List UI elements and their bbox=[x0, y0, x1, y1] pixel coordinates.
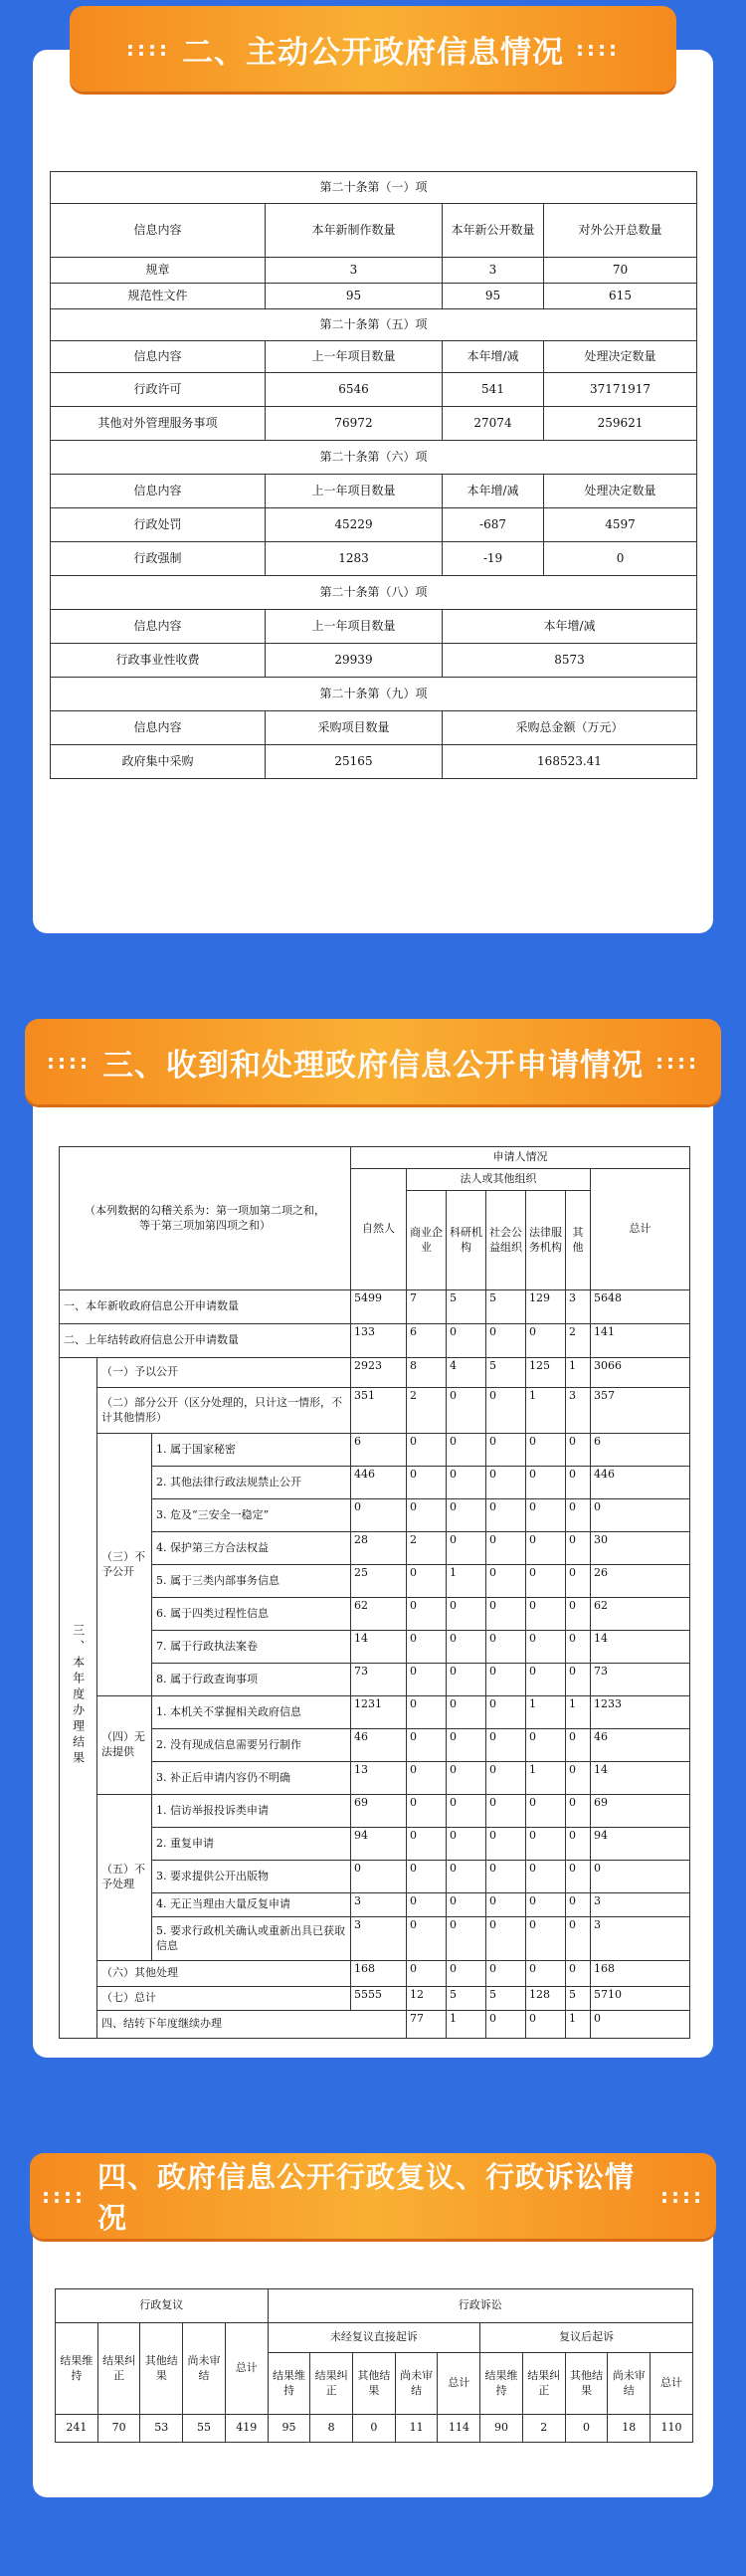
col-header: 上一年项目数量 bbox=[266, 610, 443, 644]
col-header: 上一年项目数量 bbox=[266, 475, 443, 508]
section4-title: 四、政府信息公开行政复议、行政诉讼情况 bbox=[97, 2160, 636, 2235]
active-disclosure-table bbox=[50, 171, 697, 779]
table-row: 5. 属于三类内部事务信息 25 0 1 0 0 0 26 bbox=[60, 1565, 690, 1598]
applicant-header: 申请人情况 bbox=[351, 1147, 690, 1169]
admin-review-header: 行政复议 bbox=[56, 2289, 269, 2323]
application-table bbox=[59, 1146, 690, 2039]
table-row: 3. 要求提供公开出版物 0 0 0 0 0 0 0 bbox=[60, 1861, 690, 1893]
a20-5-heading: 第二十条第（五）项 bbox=[51, 309, 697, 341]
col-header: 总计 bbox=[225, 2323, 268, 2415]
table-note: （本列数据的勾稽关系为：第一项加第二项之和，等于第三项加第四项之和） bbox=[60, 1147, 351, 1290]
decor-dots-icon: :::: bbox=[660, 2184, 704, 2208]
result-group-label: 三、本年度办理结果 bbox=[60, 1358, 97, 2039]
table-row: （五）不予处理 1. 信访举报投诉类申请 69 0 0 0 0 0 69 bbox=[60, 1795, 690, 1828]
col-header: 结果维持 bbox=[56, 2323, 98, 2415]
table-row: 行政处罚 45229 -687 4597 bbox=[51, 508, 697, 542]
table-row: （四）无法提供 1. 本机关不掌握相关政府信息 1231 0 0 0 1 1 1233 bbox=[60, 1696, 690, 1729]
decor-dots-icon: :::: bbox=[576, 37, 620, 61]
table-row: 规章 3 3 70 bbox=[51, 258, 697, 284]
table-row: （七）总计 5555 12 5 5 128 5 5710 bbox=[60, 1987, 690, 2011]
col-header: 处理决定数量 bbox=[544, 341, 697, 373]
section3-title: 三、收到和处理政府信息公开申请情况 bbox=[102, 1047, 644, 1084]
col-header: 本年增/减 bbox=[443, 341, 544, 373]
table-row: 241 70 53 55 419 95 8 0 11 114 90 2 0 18 110 bbox=[56, 2415, 693, 2443]
review-litigation-table bbox=[55, 2288, 693, 2443]
col-header: 尚未审结 bbox=[608, 2353, 651, 2415]
table-row: （六）其他处理 168 0 0 0 0 0 168 bbox=[60, 1961, 690, 1987]
col-header: 法律服务机构 bbox=[526, 1191, 566, 1290]
col-header: 尚未审结 bbox=[183, 2323, 226, 2415]
direct-suit-header: 未经复议直接起诉 bbox=[268, 2323, 480, 2353]
section3-title-banner bbox=[25, 1019, 721, 1104]
suit-after-review-header: 复议后起诉 bbox=[480, 2323, 693, 2353]
col-header: 信息内容 bbox=[51, 341, 266, 373]
table-row: 其他对外管理服务事项 76972 27074 259621 bbox=[51, 407, 697, 441]
table-row: 3. 危及“三安全一稳定” 0 0 0 0 0 0 0 bbox=[60, 1499, 690, 1532]
col-header: 本年增/减 bbox=[443, 610, 697, 644]
table-row: 一、本年新收政府信息公开申请数量 5499 7 5 5 129 3 5648 bbox=[60, 1290, 690, 1324]
col-header: 信息内容 bbox=[51, 610, 266, 644]
col-header: 信息内容 bbox=[51, 475, 266, 508]
table-row: 4. 无正当理由大量反复申请 3 0 0 0 0 0 3 bbox=[60, 1893, 690, 1917]
table-row: 3. 补正后申请内容仍不明确 13 0 0 0 1 0 14 bbox=[60, 1762, 690, 1795]
col-header: 处理决定数量 bbox=[544, 475, 697, 508]
table-row: 行政事业性收费 29939 8573 bbox=[51, 644, 697, 678]
col-header: 其他结果 bbox=[353, 2353, 396, 2415]
a20-9-heading: 第二十条第（九）项 bbox=[51, 678, 697, 711]
col-header: 科研机构 bbox=[447, 1191, 486, 1290]
decor-dots-icon: :::: bbox=[42, 2184, 86, 2208]
col-header: 本年新制作数量 bbox=[266, 204, 443, 258]
col-header: 总计 bbox=[438, 2353, 480, 2415]
table-row: 政府集中采购 25165 168523.41 bbox=[51, 745, 697, 779]
col-header: 商业企业 bbox=[407, 1191, 447, 1290]
col-header: 采购项目数量 bbox=[266, 711, 443, 745]
table-row: 二、上年结转政府信息公开申请数量 133 6 0 0 0 2 141 bbox=[60, 1324, 690, 1358]
table-row: 5. 要求行政机关确认或重新出具已获取信息 3 0 0 0 0 0 3 bbox=[60, 1917, 690, 1961]
col-header: 对外公开总数量 bbox=[544, 204, 697, 258]
section3-card bbox=[33, 1063, 713, 2058]
table-row: 2. 重复申请 94 0 0 0 0 0 94 bbox=[60, 1828, 690, 1861]
section4-card bbox=[33, 2197, 713, 2497]
col-header: 社会公益组织 bbox=[486, 1191, 526, 1290]
table-row: （二）部分公开（区分处理的，只计这一情形，不计其他情形） 351 2 0 0 1 3 357 bbox=[60, 1388, 690, 1434]
table-row: （三）不予公开 1. 属于国家秘密 6 0 0 0 0 0 6 bbox=[60, 1434, 690, 1467]
section2-title-banner bbox=[70, 6, 676, 92]
table-row: 行政强制 1283 -19 0 bbox=[51, 542, 697, 576]
col-header: 其他 bbox=[566, 1191, 591, 1290]
table-row: 6. 属于四类过程性信息 62 0 0 0 0 0 62 bbox=[60, 1598, 690, 1631]
a20-1-heading: 第二十条第（一）项 bbox=[51, 172, 697, 204]
col-header: 采购总金额（万元） bbox=[443, 711, 697, 745]
decor-dots-icon: :::: bbox=[126, 37, 170, 61]
col-header: 本年新公开数量 bbox=[443, 204, 544, 258]
section4-title-banner bbox=[30, 2153, 716, 2239]
natural-person-header: 自然人 bbox=[351, 1169, 407, 1290]
admin-litigation-header: 行政诉讼 bbox=[268, 2289, 692, 2323]
table-row: 三、本年度办理结果 （一）予以公开 2923 8 4 5 125 1 3066 bbox=[60, 1358, 690, 1388]
table-row: 2. 其他法律行政法规禁止公开 446 0 0 0 0 0 446 bbox=[60, 1467, 690, 1499]
col-header: 其他结果 bbox=[140, 2323, 183, 2415]
table-row: 行政许可 6546 541 37171917 bbox=[51, 373, 697, 407]
table-row: 7. 属于行政执法案卷 14 0 0 0 0 0 14 bbox=[60, 1631, 690, 1664]
section2-card bbox=[33, 50, 713, 933]
col-header: 本年增/减 bbox=[443, 475, 544, 508]
table-row: 4. 保护第三方合法权益 28 2 0 0 0 0 30 bbox=[60, 1532, 690, 1565]
col-header: 信息内容 bbox=[51, 711, 266, 745]
col-header: 其他结果 bbox=[565, 2353, 608, 2415]
table-row: 规范性文件 95 95 615 bbox=[51, 284, 697, 309]
legal-entity-header: 法人或其他组织 bbox=[407, 1169, 591, 1191]
col-header: 上一年项目数量 bbox=[266, 341, 443, 373]
section2-title: 二、主动公开政府信息情况 bbox=[182, 34, 564, 71]
table-row: 2. 没有现成信息需要另行制作 46 0 0 0 0 0 46 bbox=[60, 1729, 690, 1762]
col-header: 结果维持 bbox=[480, 2353, 523, 2415]
table-row: 四、结转下年度继续办理 77 1 0 0 1 0 bbox=[60, 2011, 690, 2039]
decor-dots-icon: :::: bbox=[655, 1050, 699, 1074]
a20-8-heading: 第二十条第（八）项 bbox=[51, 576, 697, 610]
table-row: 8. 属于行政查询事项 73 0 0 0 0 0 73 bbox=[60, 1664, 690, 1696]
col-header: 结果纠正 bbox=[310, 2353, 353, 2415]
col-header: 尚未审结 bbox=[395, 2353, 438, 2415]
col-header: 结果纠正 bbox=[522, 2353, 565, 2415]
decor-dots-icon: :::: bbox=[47, 1050, 91, 1074]
col-header: 结果纠正 bbox=[97, 2323, 140, 2415]
a20-6-heading: 第二十条第（六）项 bbox=[51, 441, 697, 475]
col-header: 结果维持 bbox=[268, 2353, 310, 2415]
col-header: 总计 bbox=[651, 2353, 693, 2415]
total-header: 总计 bbox=[591, 1169, 690, 1290]
col-header: 信息内容 bbox=[51, 204, 266, 258]
